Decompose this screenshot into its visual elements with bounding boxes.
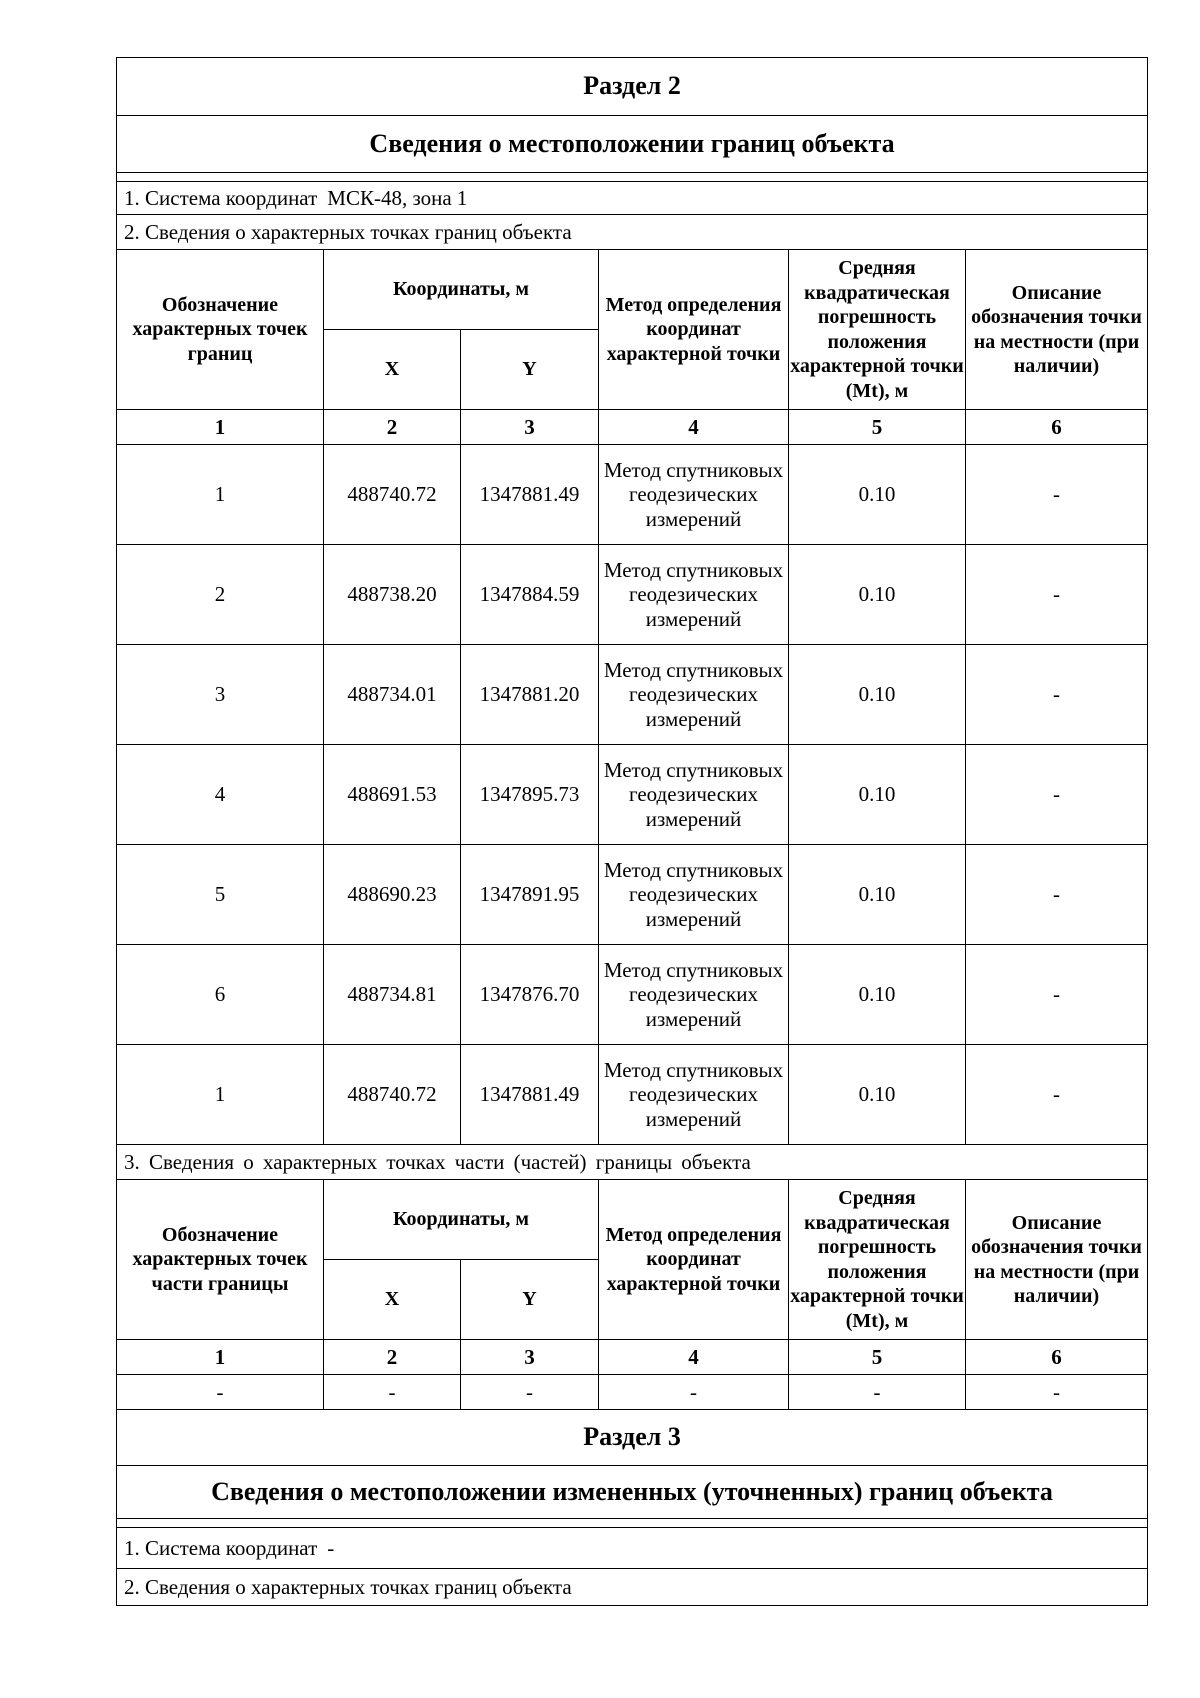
y-cell: 1347876.70 [461, 945, 599, 1045]
method-cell: Метод спутниковых геодезических измерений [599, 445, 789, 545]
header-error: Средняя квадратическая погрешность положения характерной точки (Mt), м [789, 250, 966, 410]
parts-header-description: Описание обозначения точки на местности (при наличии) [966, 1180, 1148, 1340]
coord-system-line [117, 182, 1148, 215]
x-cell: 488738.20 [324, 545, 461, 645]
empty-cell: - [966, 1375, 1148, 1410]
header-y: Y [461, 330, 599, 410]
x-cell: 488690.23 [324, 845, 461, 945]
parts-header-designation: Обозначение характерных точек части границы [117, 1180, 324, 1340]
parts-header-error: Средняя квадратическая погрешность положения характерной точки (Mt), м [789, 1180, 966, 1340]
empty-cell: - [789, 1375, 966, 1410]
point-cell: 1 [117, 1045, 324, 1145]
desc-cell: - [966, 645, 1148, 745]
empty-cell: - [461, 1375, 599, 1410]
coord-system-label: 1. Система координат [124, 185, 318, 210]
section3-points-title: 2. Сведения о характерных точках границ объекта [117, 1569, 1148, 1606]
y-cell: 1347881.20 [461, 645, 599, 745]
method-cell: Метод спутниковых геодезических измерений [599, 1045, 789, 1145]
y-cell: 1347881.49 [461, 445, 599, 545]
method-cell: Метод спутниковых геодезических измерений [599, 545, 789, 645]
column-number: 4 [599, 410, 789, 445]
point-cell: 4 [117, 745, 324, 845]
header-x: X [324, 330, 461, 410]
section3-title: Раздел 3 [117, 1410, 1148, 1466]
desc-cell: - [966, 445, 1148, 545]
y-cell: 1347881.49 [461, 1045, 599, 1145]
parts-header-x: X [324, 1260, 461, 1340]
point-cell: 3 [117, 645, 324, 745]
error-cell: 0.10 [789, 845, 966, 945]
table-row [117, 1045, 1148, 1145]
points-title: 2. Сведения о характерных точках границ объекта [117, 215, 1148, 250]
table-row [117, 845, 1148, 945]
table-row [117, 445, 1148, 545]
column-number: 5 [789, 410, 966, 445]
column-number: 6 [966, 410, 1148, 445]
column-number: 1 [117, 1340, 324, 1375]
parts-header-coords: Координаты, м [324, 1180, 599, 1260]
x-cell: 488734.81 [324, 945, 461, 1045]
y-cell: 1347891.95 [461, 845, 599, 945]
empty-cell: - [599, 1375, 789, 1410]
y-cell: 1347895.73 [461, 745, 599, 845]
point-cell: 2 [117, 545, 324, 645]
column-number: 1 [117, 410, 324, 445]
column-number: 2 [324, 410, 461, 445]
header-designation: Обозначение характерных точек границ [117, 250, 324, 410]
document-page [116, 57, 1147, 1606]
x-cell: 488740.72 [324, 1045, 461, 1145]
section2-table [116, 57, 1148, 1606]
header-coords: Координаты, м [324, 250, 599, 330]
table-row [117, 545, 1148, 645]
desc-cell: - [966, 1045, 1148, 1145]
column-number: 3 [461, 1340, 599, 1375]
empty-cell: - [117, 1375, 324, 1410]
method-cell: Метод спутниковых геодезических измерений [599, 945, 789, 1045]
table-row [117, 745, 1148, 845]
desc-cell: - [966, 745, 1148, 845]
section3-coord-system-label: 1. Система координат [124, 1535, 318, 1560]
y-cell: 1347884.59 [461, 545, 599, 645]
desc-cell: - [966, 945, 1148, 1045]
x-cell: 488691.53 [324, 745, 461, 845]
section2-title: Раздел 2 [117, 58, 1148, 116]
x-cell: 488740.72 [324, 445, 461, 545]
section3-coord-system-line [117, 1528, 1148, 1569]
section2-subtitle: Сведения о местоположении границ объекта [117, 116, 1148, 173]
header-method: Метод определения координат характерной точки [599, 250, 789, 410]
table-row [117, 645, 1148, 745]
method-cell: Метод спутниковых геодезических измерений [599, 645, 789, 745]
x-cell: 488734.01 [324, 645, 461, 745]
error-cell: 0.10 [789, 945, 966, 1045]
section3-subtitle: Сведения о местоположении измененных (уточненных) границ объекта [117, 1466, 1148, 1519]
header-description: Описание обозначения точки на местности (при наличии) [966, 250, 1148, 410]
desc-cell: - [966, 845, 1148, 945]
desc-cell: - [966, 545, 1148, 645]
point-cell: 6 [117, 945, 324, 1045]
table-row [117, 945, 1148, 1045]
error-cell: 0.10 [789, 545, 966, 645]
parts-header-method: Метод определения координат характерной точки [599, 1180, 789, 1340]
error-cell: 0.10 [789, 745, 966, 845]
error-cell: 0.10 [789, 445, 966, 545]
error-cell: 0.10 [789, 645, 966, 745]
column-numbers-row [117, 410, 1148, 445]
column-number: 5 [789, 1340, 966, 1375]
parts-empty-row [117, 1375, 1148, 1410]
point-cell: 5 [117, 845, 324, 945]
column-number: 2 [324, 1340, 461, 1375]
empty-cell: - [324, 1375, 461, 1410]
point-cell: 1 [117, 445, 324, 545]
column-number: 4 [599, 1340, 789, 1375]
parts-header-y: Y [461, 1260, 599, 1340]
method-cell: Метод спутниковых геодезических измерений [599, 745, 789, 845]
column-number: 6 [966, 1340, 1148, 1375]
section3-coord-system-value: - [327, 1535, 335, 1560]
parts-title: 3. Сведения о характерных точках части (частей) границы объекта [117, 1145, 1148, 1180]
parts-column-numbers-row [117, 1340, 1148, 1375]
method-cell: Метод спутниковых геодезических измерений [599, 845, 789, 945]
coord-system-value: МСК-48, зона 1 [327, 185, 468, 210]
column-number: 3 [461, 410, 599, 445]
error-cell: 0.10 [789, 1045, 966, 1145]
